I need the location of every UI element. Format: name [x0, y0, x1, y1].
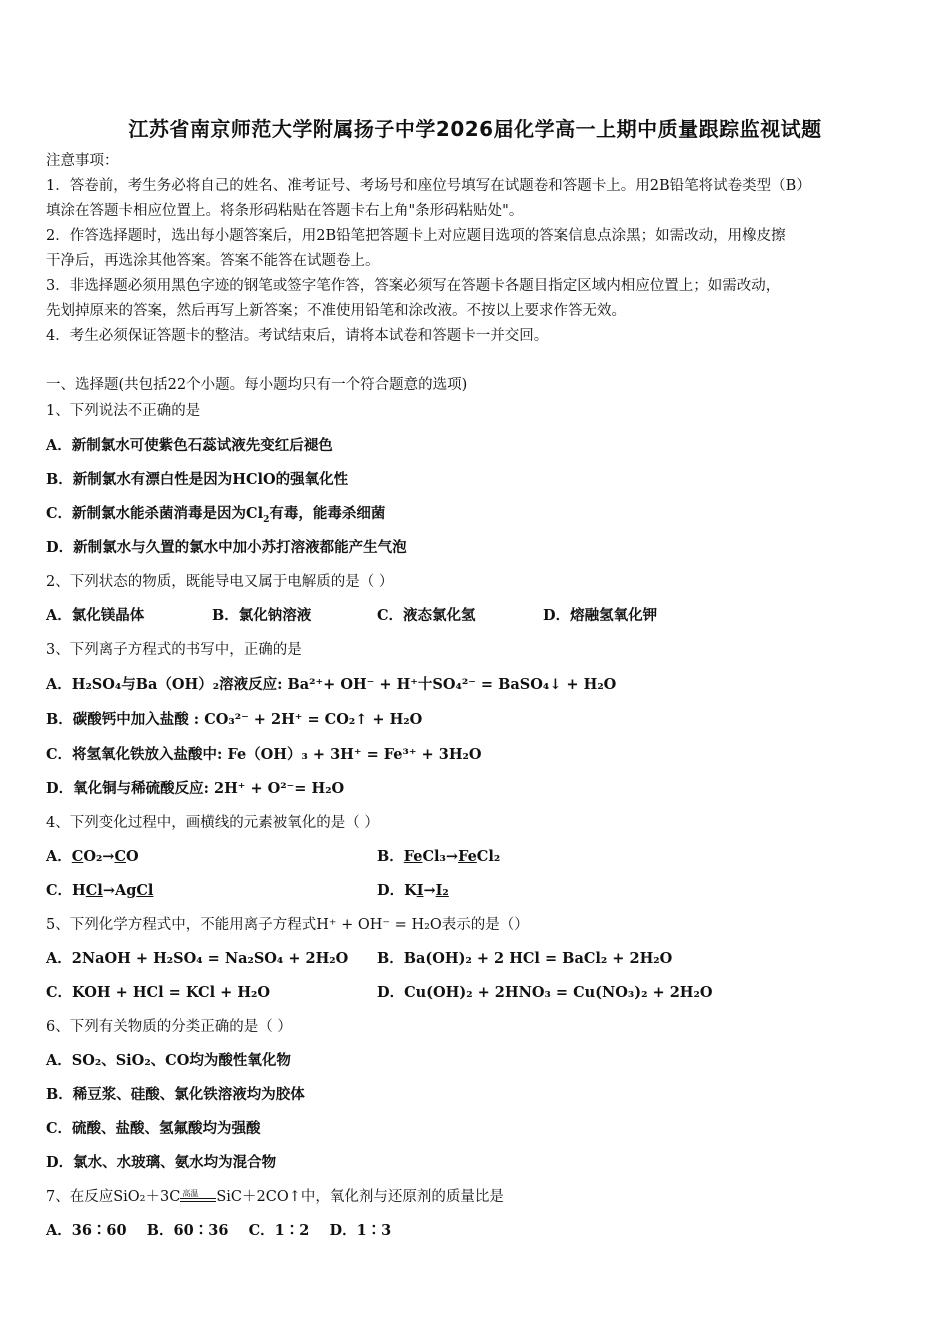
- formula-text: Cl₃→: [422, 848, 459, 865]
- notice-heading: 注意事项：: [46, 153, 119, 169]
- stem-text: SiC＋2CO↑中，氧化剂与还原剂的质量比是: [216, 1189, 504, 1205]
- underlined-element: C: [71, 848, 84, 865]
- option-c: C．KOH + HCl = KCl + H₂O: [46, 984, 271, 1001]
- notice-line: 填涂在答题卡相应位置上。将条形码粘贴在答题卡右上角"条形码粘贴处"。: [46, 203, 524, 219]
- question-stem: 3、下列离子方程式的书写中，正确的是: [46, 642, 302, 658]
- option-label: A．: [46, 848, 72, 865]
- option-a: A．2NaOH + H₂SO₄ = Na₂SO₄ + 2H₂O: [46, 950, 349, 967]
- option-b: [377, 847, 500, 867]
- options-row: A．36∶60 B．60∶36 C．1∶2 D．1∶3: [46, 1222, 392, 1239]
- condition-label: 高温: [182, 1189, 199, 1198]
- notice-line: 干净后，再选涂其他答案。答案不能答在试题卷上。: [46, 253, 380, 269]
- underlined-element: Cl: [136, 882, 154, 899]
- question-stem: [46, 1187, 504, 1207]
- reaction-condition: [180, 1188, 216, 1204]
- underlined-element: Cl: [85, 882, 103, 899]
- option-b: B．氯化钠溶液: [212, 607, 312, 624]
- underlined-element: Fe: [403, 848, 423, 865]
- option-c: [46, 504, 385, 524]
- question-stem: 1、下列说法不正确的是: [46, 403, 201, 419]
- page-title: 江苏省南京师范大学附属扬子中学2026届化学高一上期中质量跟踪监视试题: [128, 117, 822, 141]
- question-stem: 2、下列状态的物质，既能导电又属于电解质的是（ ）: [46, 574, 394, 590]
- option-b: B．稀豆浆、硅酸、氯化铁溶液均为胶体: [46, 1086, 305, 1103]
- option-c: C．硫酸、盐酸、氢氟酸均为强酸: [46, 1120, 261, 1137]
- option-text: 有毒，能毒杀细菌: [269, 505, 386, 522]
- stem-text: 7、在反应SiO₂＋3C: [46, 1189, 181, 1205]
- underlined-element: C: [114, 848, 126, 865]
- option-d: D．新制氯水与久置的氯水中加小苏打溶液都能产生气泡: [46, 539, 407, 556]
- formula-text: O: [126, 848, 139, 865]
- option-label: B．: [377, 848, 404, 865]
- option-text: C．新制氯水能杀菌消毒是因为Cl: [46, 505, 264, 522]
- subscript: 2: [263, 514, 270, 525]
- formula-text: K: [404, 882, 417, 899]
- option-label: D．: [377, 882, 405, 899]
- notice-line: 先划掉原来的答案，然后再写上新答案；不准使用铅笔和涂改液。不按以上要求作答无效。: [46, 303, 626, 319]
- question-stem: 6、下列有关物质的分类正确的是（ ）: [46, 1019, 292, 1035]
- option-a: A．新制氯水可使紫色石蕊试液先变红后褪色: [46, 437, 333, 454]
- option-a: A．H₂SO₄与Ba（OH）₂溶液反应: Ba²⁺+ OH⁻ + H⁺十SO₄²⁻ = BaSO₄↓ + H₂O: [46, 676, 617, 693]
- formula-text: O₂→: [83, 848, 115, 865]
- option-c: C．液态氯化氢: [377, 607, 476, 624]
- equals-bar: [180, 1198, 216, 1199]
- underlined-element: Fe: [458, 848, 477, 865]
- option-c: [46, 881, 153, 901]
- formula-text: Cl₂: [476, 848, 501, 865]
- option-label: C．: [46, 882, 73, 899]
- equals-bar: [180, 1201, 216, 1202]
- underlined-element: I₂: [435, 882, 449, 899]
- option-d: [377, 881, 449, 901]
- option-d: D．氯水、水玻璃、氨水均为混合物: [46, 1154, 277, 1171]
- question-stem: 4、下列变化过程中，画横线的元素被氧化的是（ ）: [46, 815, 379, 831]
- option-d: D．氧化铜与稀硫酸反应: 2H⁺ + O²⁻= H₂O: [46, 780, 345, 797]
- formula-text: H: [72, 882, 86, 899]
- formula-text: →Ag: [102, 882, 137, 899]
- option-d: D．Cu(OH)₂ + 2HNO₃ = Cu(NO₃)₂ + 2H₂O: [377, 984, 713, 1001]
- question-stem: 5、下列化学方程式中，不能用离子方程式H⁺ + OH⁻ = H₂O表示的是（）: [46, 917, 529, 933]
- option-c: C．将氢氧化铁放入盐酸中: Fe（OH）₃ + 3H⁺ = Fe³⁺ + 3H₂O: [46, 746, 482, 763]
- notice-line: 4．考生必须保证答题卡的整洁。考试结束后，请将本试卷和答题卡一并交回。: [46, 328, 549, 344]
- section-heading: 一、选择题(共包括22个小题。每小题均只有一个符合题意的选项): [46, 377, 468, 393]
- option-b: B．Ba(OH)₂ + 2 HCl = BaCl₂ + 2H₂O: [377, 950, 673, 967]
- notice-line: 1．答卷前，考生务必将自己的姓名、准考证号、考场号和座位号填写在试题卷和答题卡上。用2B铅笔将试卷类型（B）: [46, 178, 811, 194]
- option-b: B．新制氯水有漂白性是因为HClO的强氧化性: [46, 471, 349, 488]
- notice-line: 2．作答选择题时，选出每小题答案后，用2B铅笔把答题卡上对应题目选项的答案信息点涂黑；如需改动，用橡皮擦: [46, 228, 786, 244]
- option-a: [46, 847, 139, 867]
- option-d: D．熔融氢氧化钾: [543, 607, 658, 624]
- underlined-element: I: [416, 882, 424, 899]
- notice-line: 3．非选择题必须用黑色字迹的钢笔或签字笔作答，答案必须写在答题卡各题目指定区域内相应位置上；如需改动，: [46, 278, 781, 294]
- option-b: B．碳酸钙中加入盐酸 : CO₃²⁻ + 2H⁺ = CO₂↑ + H₂O: [46, 711, 423, 728]
- option-a: A．SO₂、SiO₂、CO均为酸性氧化物: [46, 1052, 291, 1069]
- option-a: A．氯化镁晶体: [46, 607, 145, 624]
- formula-text: →: [423, 882, 436, 899]
